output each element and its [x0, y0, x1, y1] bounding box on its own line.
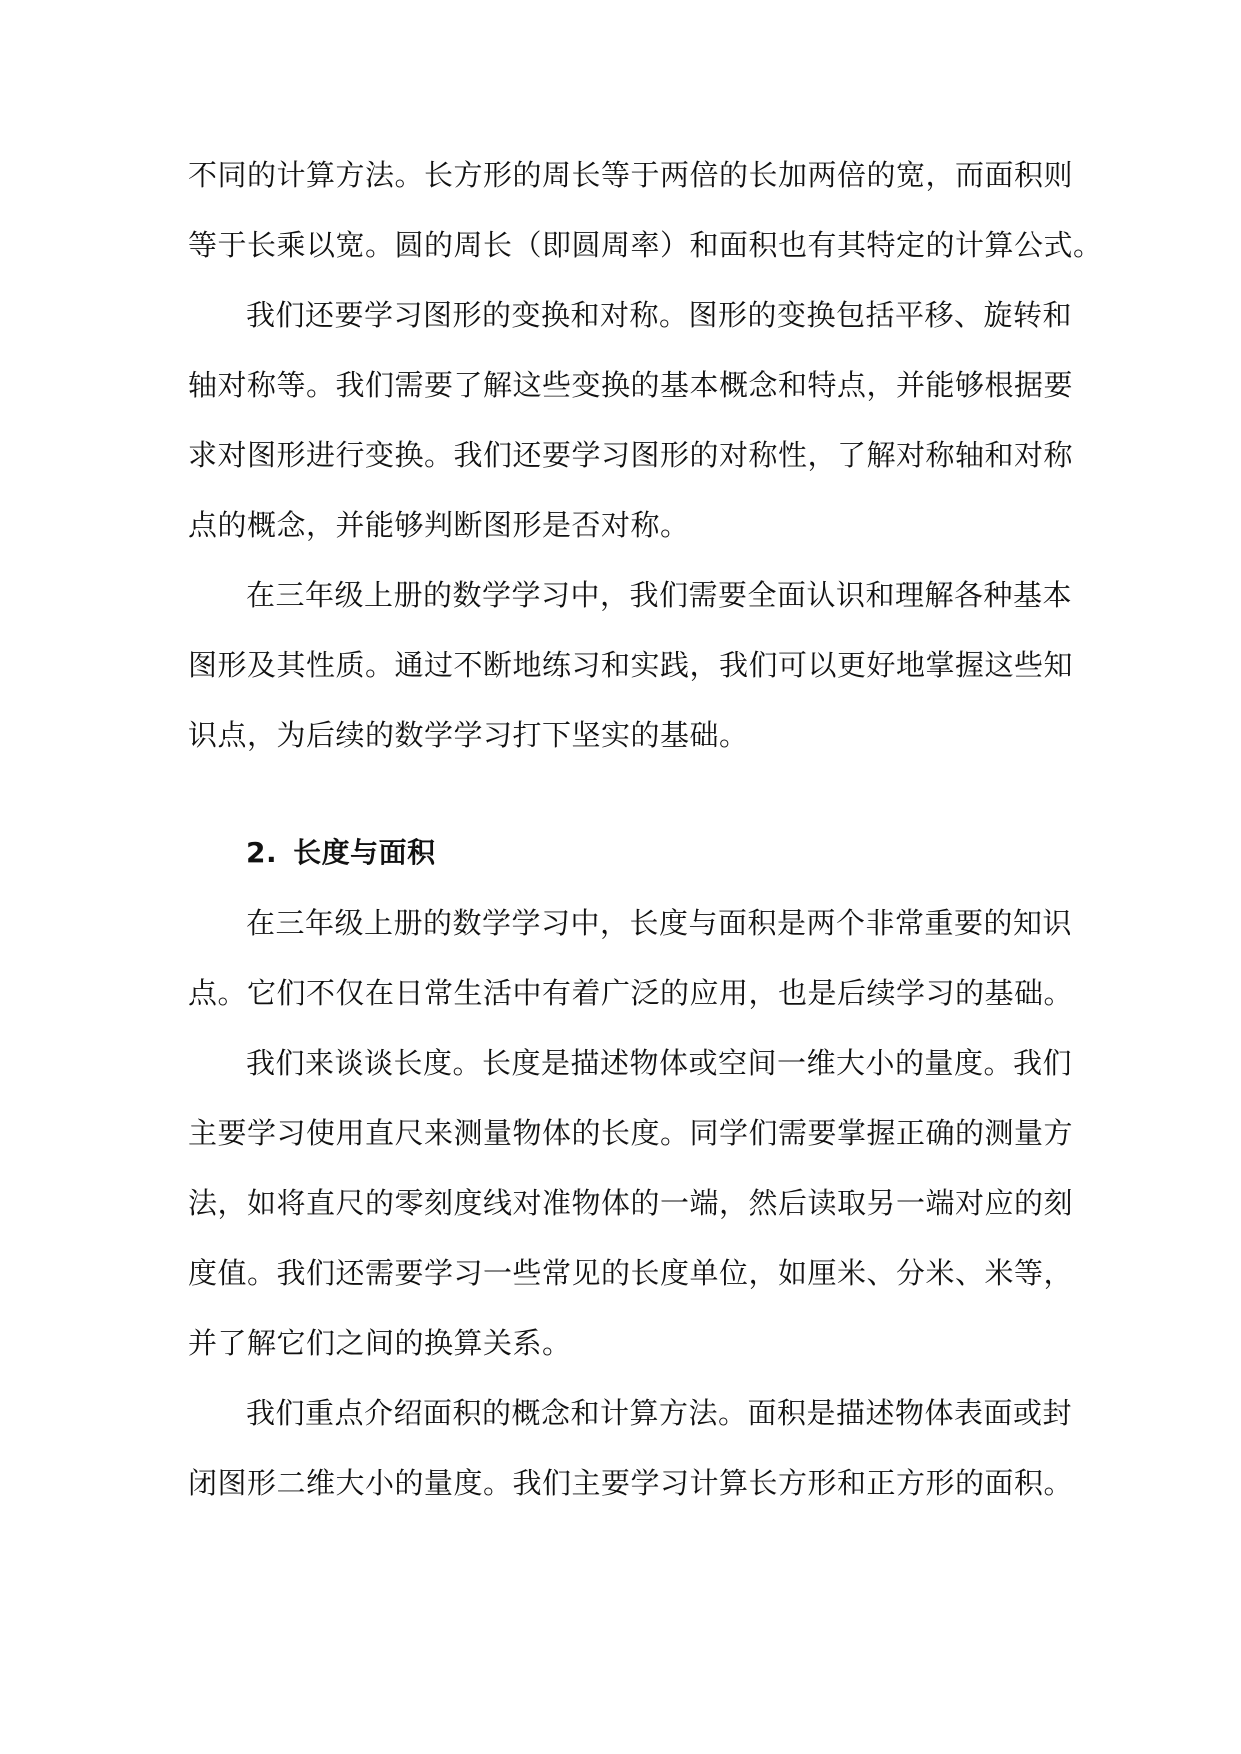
section-title: 长度与面积	[293, 836, 436, 869]
paragraph	[188, 280, 1074, 560]
text-line: 主要学习使用直尺来测量物体的长度。同学们需要掌握正确的测量方	[188, 1116, 1074, 1150]
text-line: 法，如将直尺的零刻度线对准物体的一端，然后读取另一端对应的刻	[188, 1186, 1074, 1220]
text-line: 轴对称等。我们需要了解这些变换的基本概念和特点，并能够根据要	[188, 368, 1074, 402]
text-line: 我们来谈谈长度。长度是描述物体或空间一维大小的量度。我们	[246, 1046, 1073, 1080]
text-line: 图形及其性质。通过不断地练习和实践，我们可以更好地掌握这些知	[188, 648, 1074, 682]
section-heading	[188, 818, 1058, 888]
text-line: 点。它们不仅在日常生活中有着广泛的应用，也是后续学习的基础。	[188, 976, 1074, 1010]
text-line: 并了解它们之间的换算关系。	[188, 1326, 572, 1360]
paragraph	[188, 1028, 1074, 1378]
paragraph	[188, 140, 1103, 280]
document-page	[188, 140, 1103, 1518]
paragraph	[188, 888, 1074, 1028]
paragraph	[188, 560, 1074, 770]
text-line: 度值。我们还需要学习一些常见的长度单位，如厘米、分米、米等，	[188, 1256, 1074, 1290]
paragraph	[188, 1378, 1074, 1518]
text-line: 闭图形二维大小的量度。我们主要学习计算长方形和正方形的面积。	[188, 1466, 1074, 1500]
text-line: 不同的计算方法。长方形的周长等于两倍的长加两倍的宽，而面积则	[188, 158, 1074, 192]
text-line: 求对图形进行变换。我们还要学习图形的对称性，了解对称轴和对称	[188, 438, 1074, 472]
text-line: 在三年级上册的数学学习中，长度与面积是两个非常重要的知识	[246, 906, 1073, 940]
text-line: 在三年级上册的数学学习中，我们需要全面认识和理解各种基本	[246, 578, 1073, 612]
text-line: 识点，为后续的数学学习打下坚实的基础。	[188, 718, 749, 752]
section-number: 2.	[246, 836, 278, 869]
text-line: 点的概念，并能够判断图形是否对称。	[188, 508, 690, 542]
section-spacer	[188, 770, 1058, 818]
text-line: 我们重点介绍面积的概念和计算方法。面积是描述物体表面或封	[246, 1396, 1073, 1430]
text-line: 我们还要学习图形的变换和对称。图形的变换包括平移、旋转和	[246, 298, 1073, 332]
text-line: 等于长乘以宽。圆的周长（即圆周率）和面积也有其特定的计算公式。	[188, 228, 1103, 262]
